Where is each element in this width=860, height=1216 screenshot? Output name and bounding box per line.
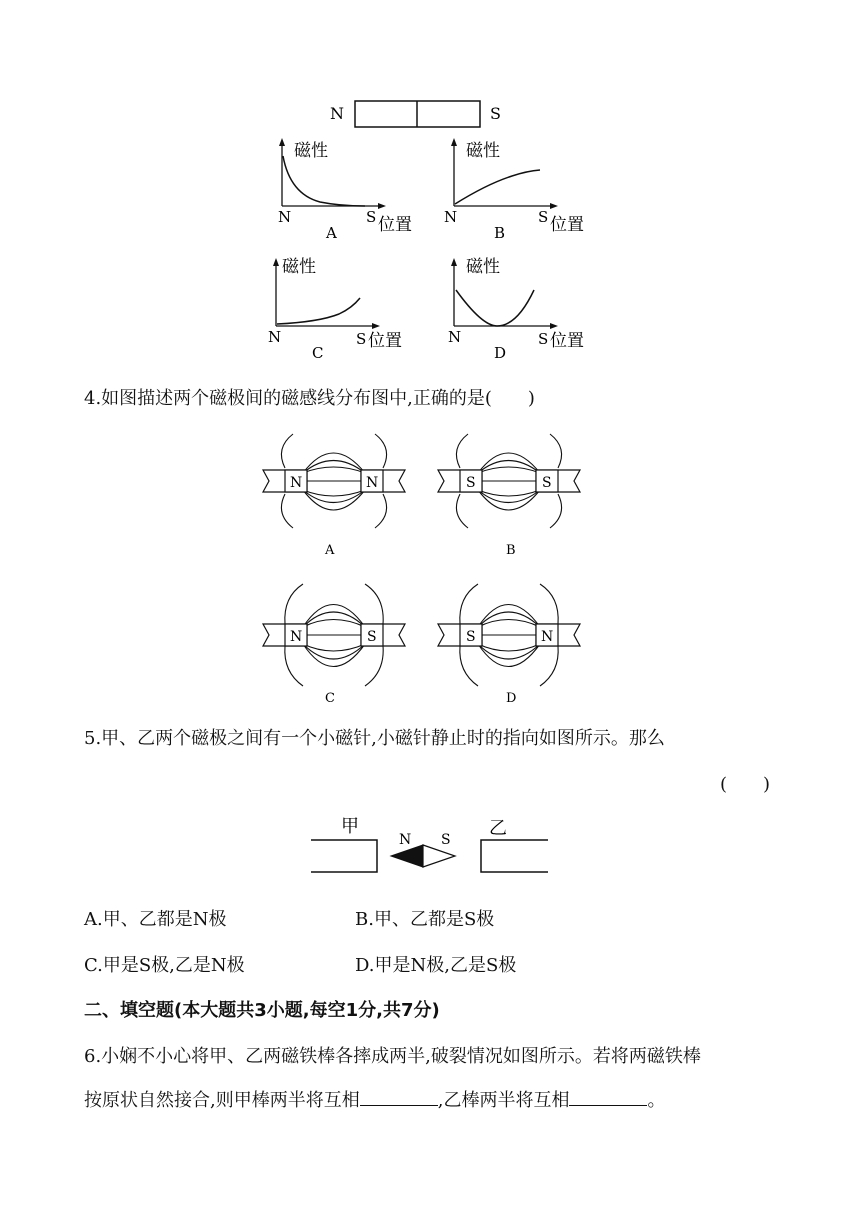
field-figure-a-svg: [255, 428, 410, 558]
x-arrow: [550, 323, 558, 329]
right-pole-label: S: [367, 629, 377, 645]
graph-d-svg: [442, 254, 602, 364]
y-arrow: [451, 258, 457, 266]
section-2-title: 二、填空题(本大题共3小题,每空1分,共7分): [84, 1000, 440, 1021]
y-arrow: [451, 138, 457, 146]
y-axis-label: 磁性: [466, 257, 500, 277]
bar-magnet-figure: [320, 96, 510, 132]
graph-b-svg: [442, 134, 602, 244]
y-axis-label: 磁性: [282, 257, 316, 277]
graph-a-curve: [283, 156, 365, 206]
left-pole-label: S: [466, 475, 476, 491]
field-figure-c-svg: [255, 572, 410, 708]
field-figure-a: [255, 428, 410, 558]
q5-option-c[interactable]: C.甲是S极,乙是N极: [84, 955, 245, 976]
field-figure-d: [430, 572, 585, 708]
x-start-label: N: [444, 208, 458, 226]
bar-magnet-svg: [320, 96, 510, 132]
field-figure-b-svg: [430, 428, 585, 558]
x-end-label: S: [538, 208, 549, 226]
graph-d-curve: [456, 290, 534, 326]
graph-letter: D: [494, 344, 507, 362]
graph-c: [264, 254, 424, 364]
figure-letter: C: [325, 691, 335, 706]
left-pole-label: S: [466, 629, 476, 645]
field-figure-b: [430, 428, 585, 558]
question-6-line1: 6.小娴不小心将甲、乙两磁铁棒各摔成两半,破裂情况如图所示。若将两磁铁棒: [84, 1046, 701, 1067]
graph-c-curve: [277, 298, 360, 324]
question-5-bracket: ( ): [720, 774, 771, 795]
figure-letter: A: [325, 543, 335, 558]
needle-n-half: [391, 845, 423, 867]
q5-option-d[interactable]: D.甲是N极,乙是S极: [355, 955, 517, 976]
y-axis-label: 磁性: [294, 141, 328, 161]
question-5-text: 5.甲、乙两个磁极之间有一个小磁针,小磁针静止时的指向如图所示。那么: [84, 728, 665, 749]
figure-letter: B: [506, 543, 516, 558]
right-pole-label: S: [542, 475, 552, 491]
q6-text-c: 。: [647, 1090, 666, 1111]
q6-blank-1[interactable]: [360, 1089, 438, 1106]
yi-label: 乙: [489, 818, 507, 839]
graph-a-svg: [270, 134, 430, 244]
right-pole-label: N: [366, 475, 379, 491]
needle-figure-svg: [305, 812, 555, 878]
q6-blank-2[interactable]: [569, 1089, 647, 1106]
graph-c-svg: [264, 254, 424, 364]
graph-b: [442, 134, 602, 244]
x-end-label: S: [356, 330, 367, 348]
magnet-s-label: S: [490, 104, 501, 123]
q5-option-a[interactable]: A.甲、乙都是N极: [84, 909, 227, 930]
x-arrow: [378, 203, 386, 209]
field-figure-c: [255, 572, 410, 708]
jia-label: 甲: [341, 816, 359, 837]
q6-text-b: ,乙棒两半将互相: [437, 1090, 570, 1111]
y-arrow: [273, 258, 279, 266]
yi-magnet: [481, 840, 548, 872]
magnet-n-label: N: [330, 104, 344, 123]
graph-letter: B: [494, 224, 506, 242]
y-axis-label: 磁性: [466, 141, 500, 161]
graph-d: [442, 254, 602, 364]
x-arrow: [372, 323, 380, 329]
figure-letter: D: [506, 691, 517, 706]
x-end-label: S: [538, 330, 549, 348]
graph-letter: A: [326, 224, 337, 242]
x-arrow: [550, 203, 558, 209]
x-axis-label: 位置: [378, 215, 412, 235]
q5-option-b[interactable]: B.甲、乙都是S极: [355, 909, 495, 930]
x-axis-label: 位置: [550, 215, 584, 235]
right-pole-label: N: [541, 629, 554, 645]
question-6-line2: [84, 1086, 665, 1112]
x-axis-label: 位置: [368, 331, 402, 351]
left-pole-label: N: [290, 475, 303, 491]
x-end-label: S: [366, 208, 377, 226]
x-axis-label: 位置: [550, 331, 584, 351]
jia-magnet: [311, 840, 377, 872]
graph-letter: C: [312, 344, 324, 362]
graph-b-curve: [455, 170, 540, 204]
x-start-label: N: [448, 328, 462, 346]
x-start-label: N: [268, 328, 282, 346]
left-pole-label: N: [290, 629, 303, 645]
needle-s-half: [423, 845, 455, 867]
x-start-label: N: [278, 208, 292, 226]
q6-text-a: 按原状自然接合,则甲棒两半将互相: [84, 1090, 360, 1111]
needle-n-label: N: [399, 832, 412, 848]
field-figure-d-svg: [430, 572, 585, 708]
needle-figure: [305, 812, 555, 878]
question-4-text: 4.如图描述两个磁极间的磁感线分布图中,正确的是( ): [84, 388, 535, 409]
graph-a: [270, 134, 430, 244]
y-arrow: [279, 138, 285, 146]
needle-s-label: S: [441, 832, 451, 848]
